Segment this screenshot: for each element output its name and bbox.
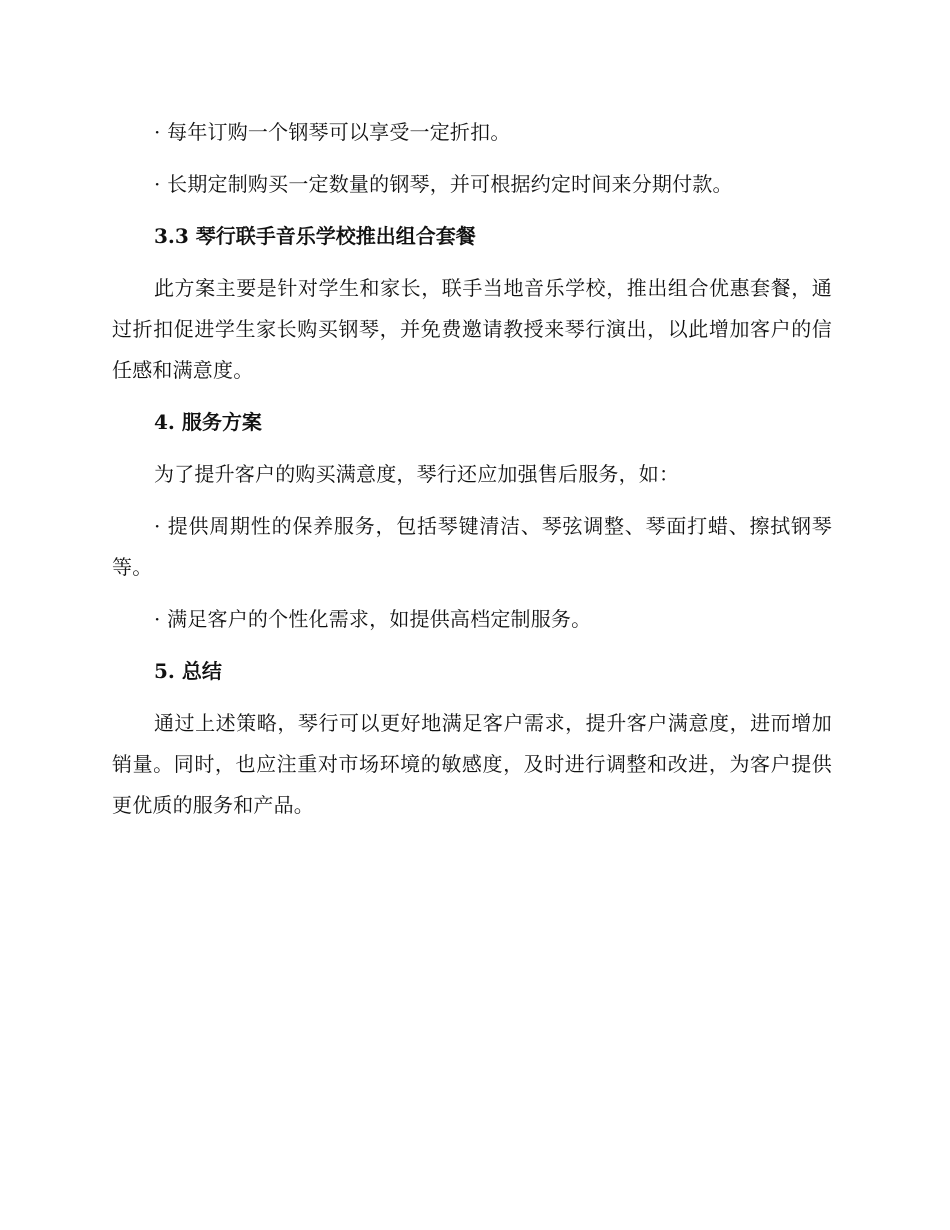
section-heading-4: 4. 服务方案 xyxy=(154,410,262,434)
bullet-item-custom-service: · 满足客户的个性化需求，如提供高档定制服务。 xyxy=(154,607,592,631)
bullet-item-installment: · 长期定制购买一定数量的钢琴，并可根据约定时间来分期付款。 xyxy=(154,172,733,196)
document-body xyxy=(112,112,832,837)
paragraph-service-intro: 为了提升客户的购买满意度，琴行还应加强售后服务，如： xyxy=(154,462,680,486)
bullet-item-annual-discount: · 每年订购一个钢琴可以享受一定折扣。 xyxy=(154,120,511,144)
paragraph-combo-package: 此方案主要是针对学生和家长，联手当地音乐学校，推出组合优惠套餐，通过折扣促进学生家长购买钢琴，并免费邀请教授来琴行演出，以此增加客户的信任感和满意度。 xyxy=(112,276,832,382)
section-heading-3-3: 3.3 琴行联手音乐学校推出组合套餐 xyxy=(154,224,476,248)
bullet-item-maintenance: · 提供周期性的保养服务，包括琴键清洁、琴弦调整、琴面打蜡、擦拭钢琴等。 xyxy=(112,514,832,579)
paragraph-summary: 通过上述策略，琴行可以更好地满足客户需求，提升客户满意度，进而增加销量。同时，也应注重对市场环境的敏感度，及时进行调整和改进，为客户提供更优质的服务和产品。 xyxy=(112,711,832,817)
section-heading-5: 5. 总结 xyxy=(154,659,222,683)
